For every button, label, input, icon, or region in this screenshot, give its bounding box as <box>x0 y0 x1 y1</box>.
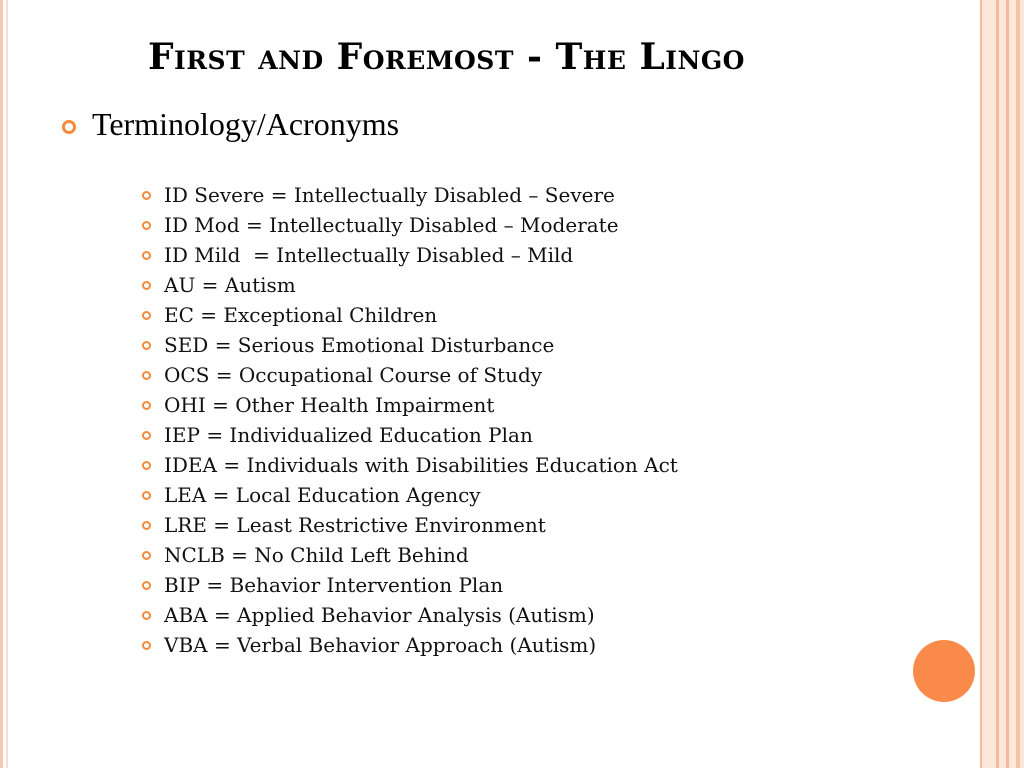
circle-bullet-icon <box>142 311 151 320</box>
list-item <box>142 420 678 450</box>
list-item <box>142 510 678 540</box>
term-text: SED = Serious Emotional Disturbance <box>164 333 555 357</box>
list-item <box>142 390 678 420</box>
stripe <box>1009 0 1016 768</box>
circle-bullet-icon <box>142 281 151 290</box>
circle-bullet-icon <box>142 401 151 410</box>
terms-list <box>142 180 678 660</box>
term-text: ID Severe = Intellectually Disabled – Severe <box>164 183 615 207</box>
decorative-orange-circle <box>913 640 975 702</box>
circle-bullet-icon <box>142 431 151 440</box>
term-text: AU = Autism <box>164 273 296 297</box>
term-text: ID Mild = Intellectually Disabled – Mild <box>164 243 574 267</box>
circle-bullet-icon <box>142 461 151 470</box>
list-item <box>142 240 678 270</box>
circle-bullet-icon <box>142 371 151 380</box>
term-text: LRE = Least Restrictive Environment <box>164 513 546 537</box>
stripe <box>1020 0 1024 768</box>
term-text: ABA = Applied Behavior Analysis (Autism) <box>164 603 595 627</box>
term-text: IEP = Individualized Education Plan <box>164 423 533 447</box>
list-item <box>142 330 678 360</box>
list-item <box>142 540 678 570</box>
term-text: EC = Exceptional Children <box>164 303 438 327</box>
right-decorative-stripes <box>980 0 1024 768</box>
circle-bullet-icon <box>142 251 151 260</box>
circle-bullet-icon <box>142 611 151 620</box>
list-item <box>142 600 678 630</box>
list-item <box>142 360 678 390</box>
circle-bullet-icon <box>142 191 151 200</box>
circle-bullet-icon <box>142 581 151 590</box>
list-item <box>142 300 678 330</box>
list-item <box>142 180 678 210</box>
level1-text: Terminology/Acronyms <box>92 106 400 142</box>
left-border-stripe <box>0 0 3 768</box>
circle-bullet-icon <box>62 120 76 134</box>
list-item <box>142 480 678 510</box>
slide-title: First and Foremost - The Lingo <box>148 36 745 78</box>
left-border-stripe-inner <box>6 0 8 768</box>
circle-bullet-icon <box>142 641 151 650</box>
term-text: OHI = Other Health Impairment <box>164 393 495 417</box>
level1-bullet-item <box>62 106 399 143</box>
term-text: NCLB = No Child Left Behind <box>164 543 469 567</box>
list-item <box>142 630 678 660</box>
list-item <box>142 270 678 300</box>
term-text: OCS = Occupational Course of Study <box>164 363 543 387</box>
term-text: LEA = Local Education Agency <box>164 483 481 507</box>
term-text: IDEA = Individuals with Disabilities Education Act <box>164 453 678 477</box>
term-text: ID Mod = Intellectually Disabled – Moderate <box>164 213 619 237</box>
stripe <box>999 0 1006 768</box>
list-item <box>142 450 678 480</box>
circle-bullet-icon <box>142 221 151 230</box>
stripe <box>982 0 996 768</box>
term-text: VBA = Verbal Behavior Approach (Autism) <box>164 633 597 657</box>
list-item <box>142 570 678 600</box>
list-item <box>142 210 678 240</box>
circle-bullet-icon <box>142 551 151 560</box>
circle-bullet-icon <box>142 521 151 530</box>
circle-bullet-icon <box>142 341 151 350</box>
circle-bullet-icon <box>142 491 151 500</box>
term-text: BIP = Behavior Intervention Plan <box>164 573 504 597</box>
